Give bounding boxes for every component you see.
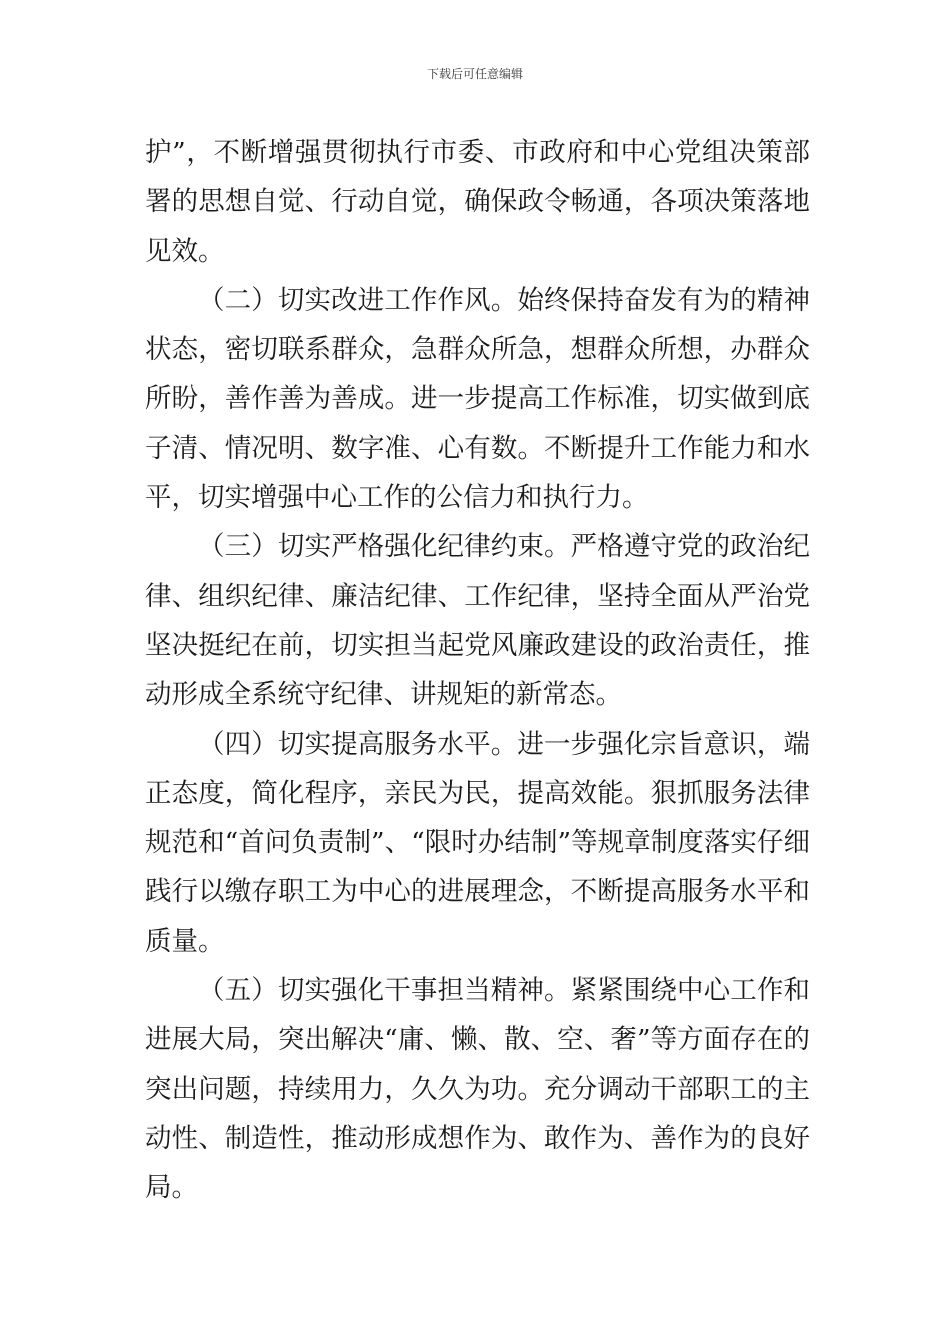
document-body (145, 128, 810, 1213)
paragraph-5-responsibility: （五）切实强化干事担当精神。紧紧围绕中心工作和进展大局，突出解决“庸、懒、散、空、奢”等方面存在的突出问题，持续用力，久久为功。充分调动干部职工的主动性、制造性，推动形成想作为、敢作为、善作为的良好局。 (145, 975, 810, 1204)
paragraph-2-work-style: （二）切实改进工作作风。始终保持奋发有为的精神状态，密切联系群众，急群众所急，想群众所想，办群众所盼，善作善为善成。进一步提高工作标准，切实做到底子清、情况明、数字准、心有数。不断提升工作能力和水平，切实增强中心工作的公信力和执行力。 (145, 284, 810, 514)
paragraph-4-service: （四）切实提高服务水平。进一步强化宗旨意识，端正态度，简化程序，亲民为民，提高效能。狠抓服务法律规范和“首问负责制”、“限时办结制”等规章制度落实仔细践行以缴存职工为中心的进展理念，不断提高服务水平和质量。 (145, 728, 810, 957)
paragraph-continued: 护”，不断增强贯彻执行市委、市政府和中心党组决策部署的思想自觉、行动自觉，确保政令畅通，各项决策落地见效。 (145, 137, 810, 267)
page-header: 下载后可任意编辑 (426, 67, 523, 81)
paragraph-3-discipline: （三）切实严格强化纪律约束。严格遵守党的政治纪律、组织纪律、廉洁纪律、工作纪律，坚持全面从严治党坚决挺纪在前，切实担当起党风廉政建设的政治责任，推动形成全系统守纪律、讲规矩的新常态。 (145, 531, 810, 711)
